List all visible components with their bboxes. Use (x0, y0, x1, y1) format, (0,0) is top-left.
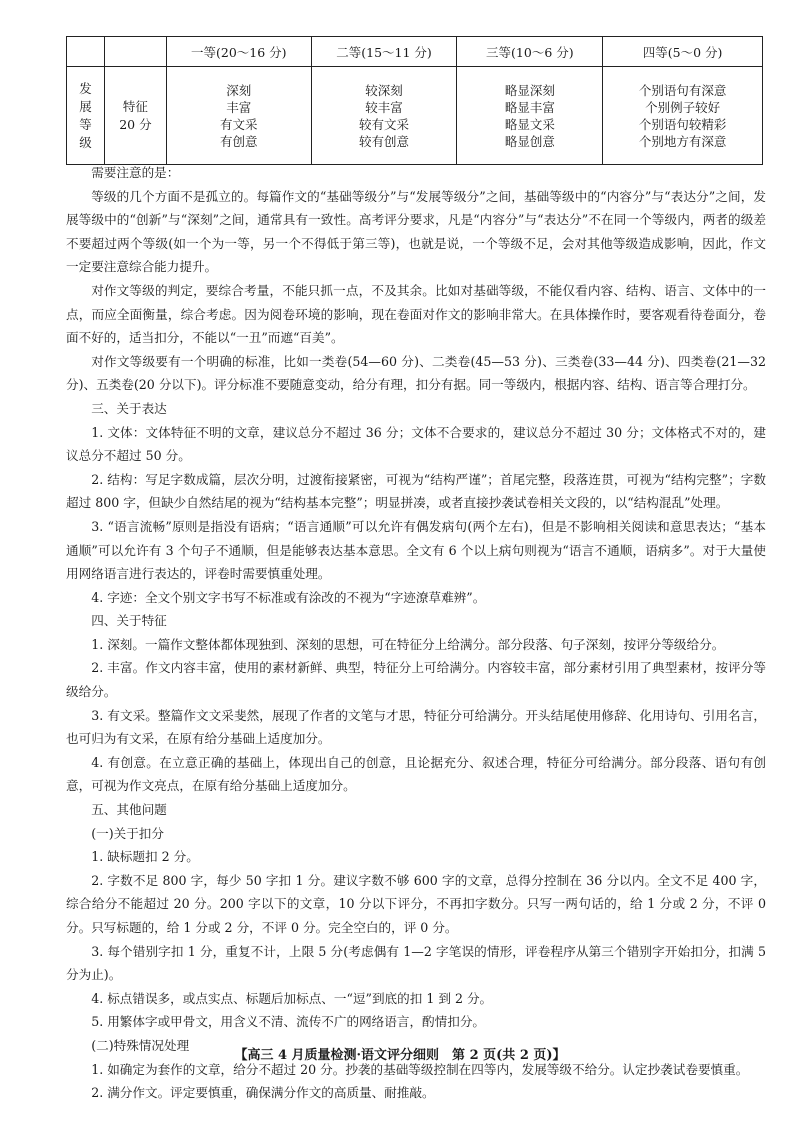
paragraph: 3. 有文采。整篇作文文采斐然，展现了作者的文笔与才思，特征分可给满分。开头结尾使用修辞、化用诗句、引用名言，也可归为有文采，在原有给分基础上适度加分。 (66, 707, 766, 747)
grading-table-header-row (67, 37, 763, 67)
criteria-item: 较丰富 (365, 99, 403, 115)
rubric-body-text (66, 161, 766, 1105)
paragraph: 1. 如确定为套作的文章，给分不超过 20 分。抄袭的基础等级控制在四等内，发展等级不给分。认定抄袭试卷要慎重。 (91, 1061, 749, 1077)
table-header-cell (104, 37, 166, 67)
feature-score: 20 分 (119, 116, 152, 132)
grading-table-feature-row (67, 67, 763, 165)
criteria-item: 较有创意 (359, 133, 410, 149)
row-label-char: 展 (79, 98, 92, 114)
criteria-item: 略显创意 (504, 133, 555, 149)
section-heading: 五、其他问题 (91, 802, 167, 818)
paragraph: 等级的几个方面不是孤立的。每篇作文的“基础等级分”与“发展等级分”之间，基础等级中的“内容分”与“表达分”之间，发展等级中的“创新”与“深刻”之间，通常具有一致性。高考评分要求，凡是“内容分”与“表达分”不在同一个等级内，两者的级差不要超过两个等级(如一个为一等，另一个不得低于第三等)，也就是说，一个等级不足，会对其他等级造成影响，因此，作文一定要注意综合能力提升。 (66, 188, 766, 275)
criteria-item: 个别地方有深意 (638, 133, 727, 149)
criteria-item: 较有文采 (359, 116, 410, 132)
paragraph: 5. 用繁体字或甲骨文，用含义不清、流传不广的网络语言，酌情扣分。 (91, 1014, 486, 1030)
criteria-item: 较深刻 (365, 82, 403, 98)
table-header-grade-1: 一等(20～16 分) (166, 37, 311, 67)
paragraph: 1. 文体：文体特征不明的文章，建议总分不超过 36 分；文体不合要求的，建议总分不超过 30 分；文体格式不对的，建议总分不超过 50 分。 (66, 424, 766, 464)
grade-3-criteria (457, 67, 603, 165)
criteria-item: 丰富 (226, 99, 252, 115)
criteria-item: 略显丰富 (504, 99, 555, 115)
criteria-item: 个别语句较精彩 (638, 116, 727, 132)
grade-1-criteria (166, 67, 311, 165)
criteria-item: 有创意 (220, 133, 258, 149)
criteria-item: 有文采 (220, 116, 258, 132)
section-heading: 三、关于表达 (91, 400, 167, 416)
row-label-development-grade (67, 67, 105, 165)
paragraph: 4. 字迹：全文个别文字书写不标准或有涂改的不视为“字迹潦草难辨”。 (91, 589, 486, 605)
paragraph: 1. 缺标题扣 2 分。 (91, 849, 199, 865)
paragraph: 对作文等级的判定，要综合考量，不能只抓一点，不及其余。比如对基础等级，不能仅看内容、结构、语言、文体中的一点，而应全面衡量，综合考虑。因为阅卷环境的影响，现在卷面对作文的影响非常大。在具体操作时，要客观看待卷面分，卷面不好的，适当扣分，不能以“一丑”而遮“百美”。 (66, 282, 766, 346)
grading-table (66, 36, 763, 165)
paragraph: 2. 字数不足 800 字，每少 50 字扣 1 分。建议字数不够 600 字的文章，总得分控制在 36 分以内。全文不足 400 字，综合给分不能超过 20 分。200 字以下的文章，10 分以下评分，不再扣字数分。只写一两句话的，给 1 分或 2 分，不评 0 分。只写标题的，给 1 分或 2 分，不评 0 分。完全空白的，评 0 分。 (66, 872, 766, 935)
subsection-heading: (二)特殊情况处理 (91, 1037, 190, 1053)
paragraph: 3. “语言流畅”原则是指没有语病；“语言通顺”可以允许有偶发病句(两个左右)，但是不影响相关阅读和意思表达；“基本通顺”可以允许有 3 个句子不通顺，但是能够表达基本意思。全文有 6 个以上病句则视为“语言不通顺，语病多”。对于大量使用网络语言进行表达的，评卷时需要慎重处理。 (66, 518, 766, 582)
criteria-item: 深刻 (226, 82, 252, 98)
table-header-grade-2: 二等(15～11 分) (311, 37, 457, 67)
row-label-char: 发 (79, 80, 92, 96)
paragraph: 1. 深刻。一篇作文整体都体现独到、深刻的思想，可在特征分上给满分。部分段落、句子深刻，按评分等级给分。 (91, 636, 725, 652)
criteria-item: 略显深刻 (504, 82, 555, 98)
section-heading: 需要注意的是： (91, 165, 180, 180)
criteria-item: 个别语句有深意 (638, 82, 727, 98)
table-header-cell (67, 37, 105, 67)
row-label-char: 等 (79, 116, 92, 132)
paragraph: 4. 标点错误多，或点实点、标题后加标点、一“逗”到底的扣 1 到 2 分。 (91, 990, 493, 1006)
grade-2-criteria (311, 67, 457, 165)
paragraph: 2. 丰富。作文内容丰富，使用的素材新鲜、典型，特征分上可给满分。内容较丰富，部分素材引用了典型素材，按评分等级给分。 (66, 660, 766, 700)
paragraph: 2. 满分作文。评定要慎重，确保满分作文的高质量、耐推敲。 (91, 1085, 435, 1101)
page-footer: 【高三 4 月质量检测·语文评分细则 第 2 页(共 2 页)】 (234, 1048, 566, 1063)
row-label-char: 级 (79, 134, 92, 150)
subsection-heading: (一)关于扣分 (91, 825, 164, 841)
feature-label-cell (104, 67, 166, 165)
paragraph: 2. 结构：写足字数成篇，层次分明，过渡衔接紧密，可视为“结构严谨”；首尾完整，段落连贯，可视为“结构完整”；字数超过 800 字，但缺少自然结尾的视为“结构基本完整”；明显拼凑，或者直接抄袭试卷相关文段的，以“结构混乱”处理。 (66, 471, 766, 511)
criteria-item: 略显文采 (504, 116, 555, 132)
paragraph: 4. 有创意。在立意正确的基础上，体现出自己的创意，且论据充分、叙述合理，特征分可给满分。部分段落、语句有创意，可视为作文亮点，在原有给分基础上适度加分。 (66, 754, 766, 794)
section-heading: 四、关于特征 (91, 613, 167, 629)
paragraph: 3. 每个错别字扣 1 分，重复不计，上限 5 分(考虑偶有 1—2 字笔误的情形，评卷程序从第三个错别字开始扣分，扣满 5 分为止)。 (66, 943, 766, 983)
criteria-item: 个别例子较好 (645, 99, 721, 115)
grade-4-criteria (603, 67, 763, 165)
table-header-grade-4: 四等(5～0 分) (603, 37, 763, 67)
feature-label: 特征 (122, 98, 148, 114)
table-header-grade-3: 三等(10～6 分) (457, 37, 603, 67)
paragraph: 对作文等级要有一个明确的标准，比如一类卷(54—60 分)、二类卷(45—53 分)、三类卷(33—44 分)、四类卷(21—32 分)、五类卷(20 分以下)。评分标准不要随意变动，给分有理，扣分有据。同一等级内，根据内容、结构、语言等合理打分。 (66, 353, 766, 393)
